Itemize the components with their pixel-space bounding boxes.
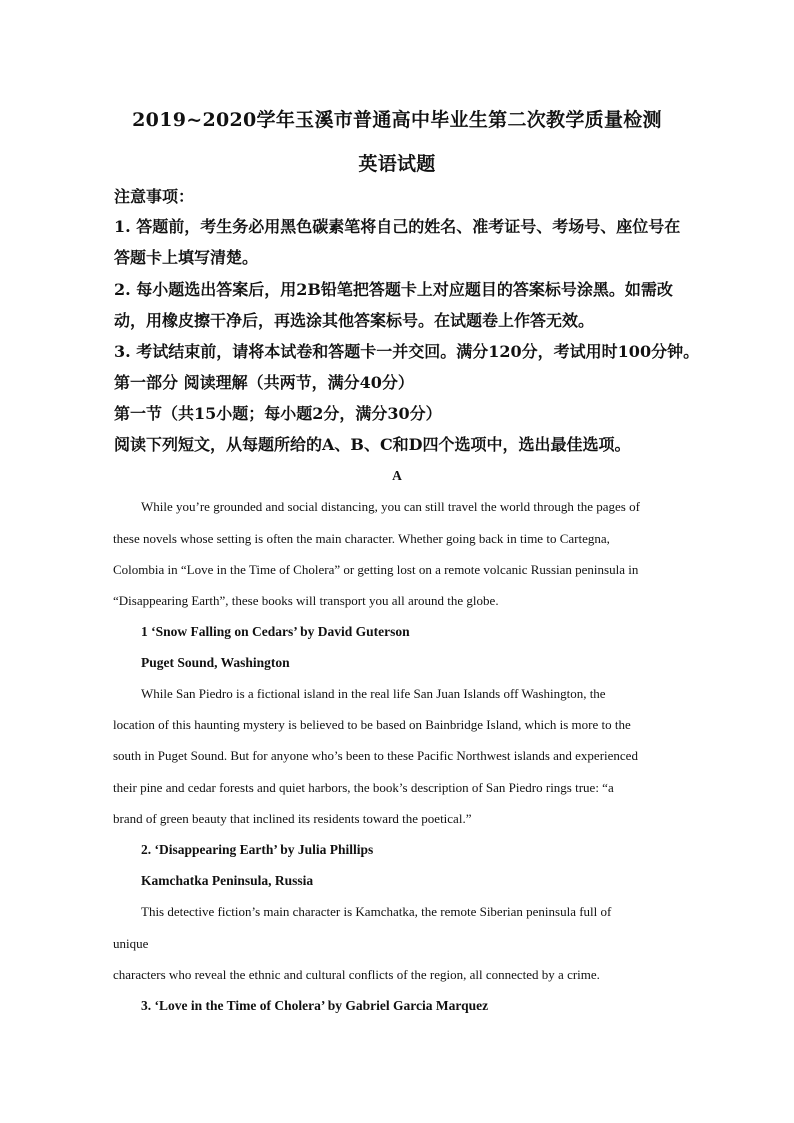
- instruction-line: 答题卡上填写清楚。: [114, 248, 259, 267]
- book-text-line: location of this haunting mystery is believed to be based on Bainbridge Island, which is more to the: [113, 717, 631, 732]
- passage-intro-line: “Disappearing Earth”, these books will transport you all around the globe.: [113, 593, 499, 608]
- book-title: 3. ‘Love in the Time of Cholera’ by Gabriel Garcia Marquez: [141, 998, 489, 1013]
- book-text-line: unique: [113, 936, 149, 951]
- instruction-line: 动，用橡皮擦干净后，再选涂其他答案标号。在试题卷上作答无效。: [114, 311, 595, 330]
- passage-intro-line: While you’re grounded and social distancing, you can still travel the world through the pages of: [141, 499, 640, 514]
- instruction-line: 3. 考试结束前，请将本试卷和答题卡一并交回。满分120分，考试用时100分钟。: [114, 342, 700, 361]
- book-text-line: characters who reveal the ethnic and cultural conflicts of the region, all connected by a crime.: [113, 967, 600, 982]
- book-text-line: While San Piedro is a fictional island in the real life San Juan Islands off Washington, the: [141, 686, 606, 701]
- book-title: 1 ‘Snow Falling on Cedars’ by David Guterson: [141, 624, 410, 639]
- part-heading: 第一部分 阅读理解（共两节，满分40分）: [114, 373, 414, 392]
- passage-label: A: [392, 468, 402, 483]
- section-heading: 第一节（共15小题；每小题2分，满分30分）: [114, 404, 442, 423]
- book-text-line: their pine and cedar forests and quiet harbors, the book’s description of San Piedro rings true: “a: [113, 780, 614, 795]
- instructions-heading: 注意事项：: [114, 187, 195, 206]
- passage-intro-line: Colombia in “Love in the Time of Cholera” or getting lost on a remote volcanic Russian peninsula in: [113, 562, 639, 577]
- instruction-line: 2. 每小题选出答案后，用2B铅笔把答题卡上对应题目的答案标号涂黑。如需改: [114, 280, 673, 299]
- instruction-line: 1. 答题前，考生务必用黑色碳素笔将自己的姓名、准考证号、考场号、座位号在: [114, 217, 681, 236]
- exam-subtitle: 英语试题: [358, 153, 436, 175]
- book-text-line: This detective fiction’s main character is Kamchatka, the remote Siberian peninsula full of: [141, 904, 612, 919]
- section-direction: 阅读下列短文，从每题所给的A、B、C和D四个选项中，选出最佳选项。: [114, 435, 631, 454]
- book-title: 2. ‘Disappearing Earth’ by Julia Phillips: [141, 842, 374, 857]
- book-location: Puget Sound, Washington: [141, 655, 290, 670]
- passage-intro-line: these novels whose setting is often the main character. Whether going back in time to Cartegna,: [113, 531, 610, 546]
- book-text-line: south in Puget Sound. But for anyone who’s been to these Pacific Northwest islands and experienced: [113, 748, 638, 763]
- book-text-line: brand of green beauty that inclined its residents toward the poetical.”: [113, 811, 472, 826]
- exam-title: 2019~2020学年玉溪市普通高中毕业生第二次教学质量检测: [132, 109, 662, 131]
- book-location: Kamchatka Peninsula, Russia: [141, 873, 314, 888]
